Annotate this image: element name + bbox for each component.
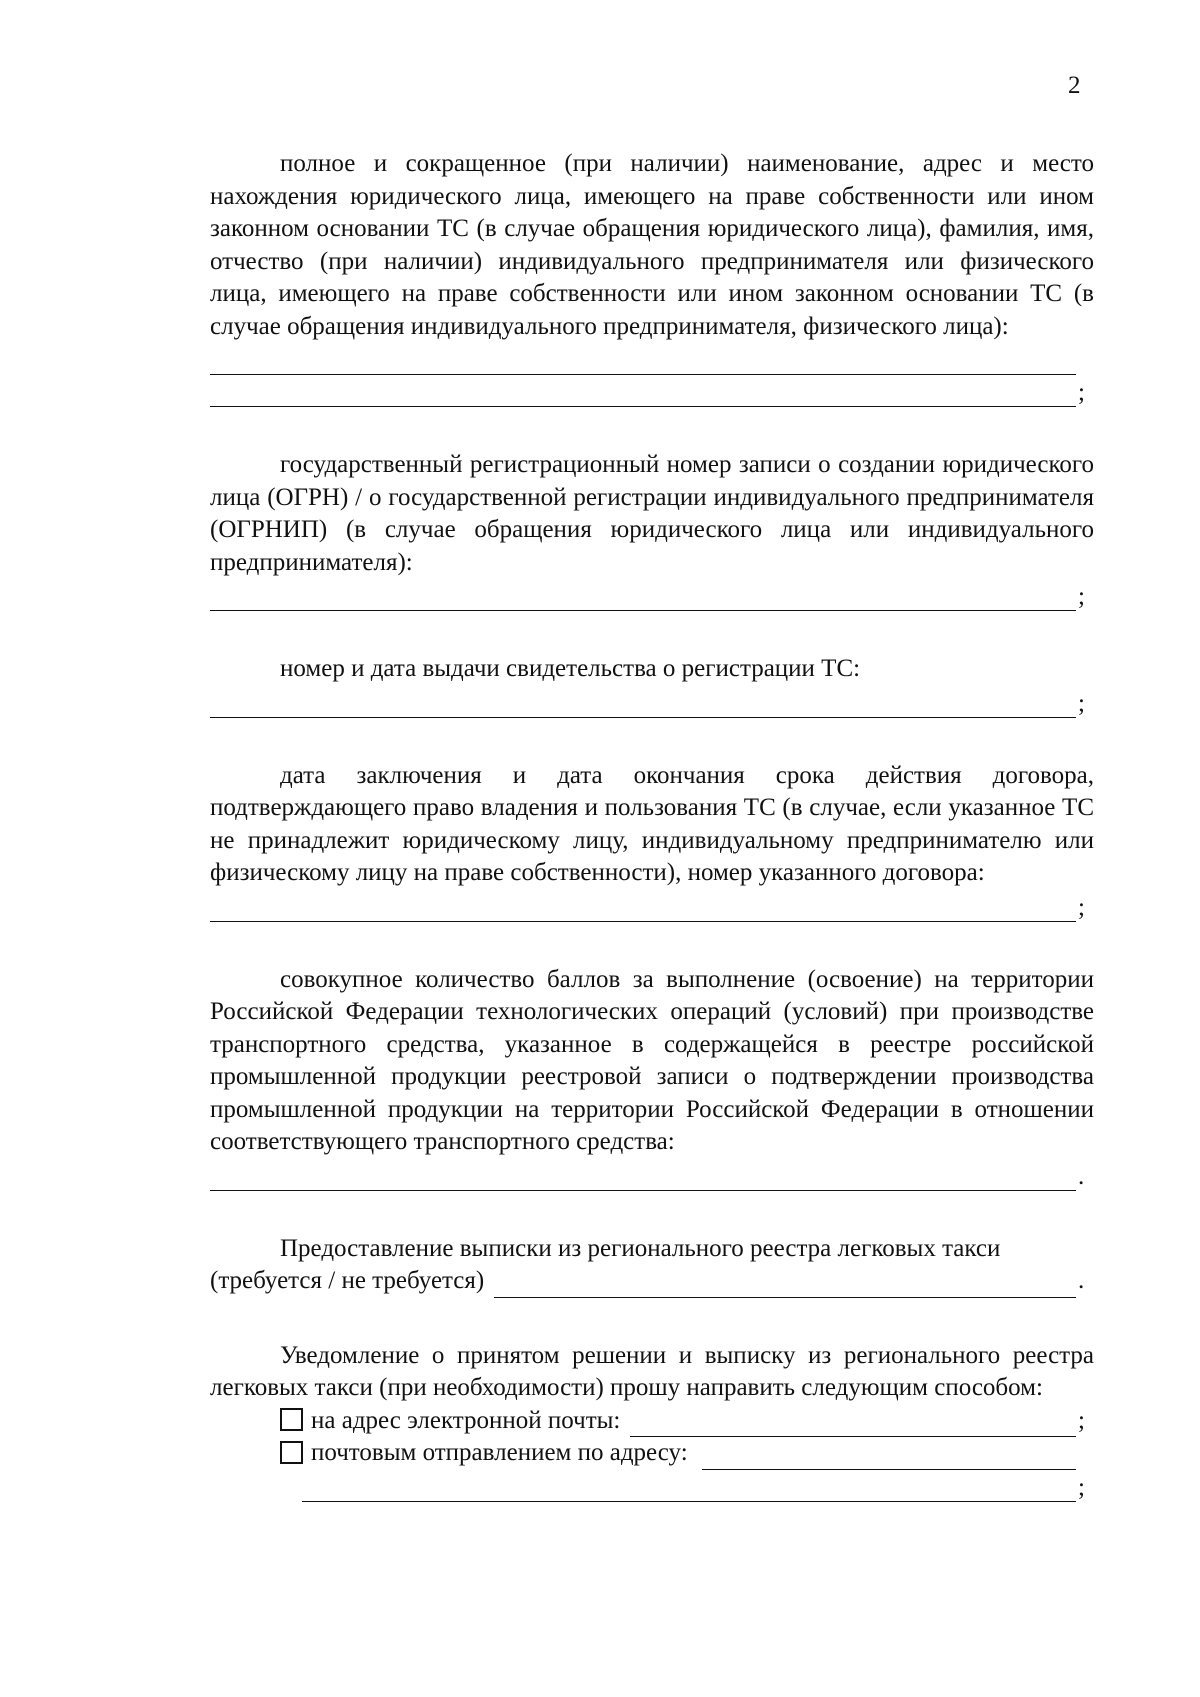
points-field[interactable]: . [210,1159,1094,1191]
form-content [210,148,1094,1502]
option-email-row [210,1405,1094,1438]
extract-period: . [1078,1267,1085,1294]
post-checkbox[interactable] [280,1441,303,1464]
option-email-label: на адрес электронной почты: [311,1406,621,1434]
certificate-field[interactable]: ; [210,686,1094,718]
extract-paragraph [210,1233,1094,1266]
certificate-paragraph: номер и дата выдачи свидетельства о регистрации ТС: [280,655,861,682]
contract-field[interactable]: ; [210,890,1094,922]
extract-text: Предоставление выписки из регионального реестра легковых такси [280,1234,1001,1262]
extract-options-label: (требуется / не требуется) [210,1267,485,1294]
ogrn-paragraph: государственный регистрационный номер записи о создании юридического лица (ОГРН) / о государственной регистрации индивидуального предпринимателя (ОГРНИП) (в случае обращения юридического лица или индивидуального предпринимателя): [210,451,1094,576]
option-post-row [210,1437,1094,1470]
post-address-field-line-1[interactable] [702,1447,1076,1470]
notification-paragraph: Уведомление о принятом решении и выписку из регионального реестра легковых такси (при необходимости) прошу направить следующим способом: [210,1341,1094,1401]
email-checkbox[interactable] [280,1408,303,1431]
post-address-field-line-2[interactable]: ; [210,1470,1094,1502]
owner-field-line-2[interactable]: ; [210,375,1094,407]
email-semicolon: ; [1078,1406,1085,1434]
extract-row [210,1265,1094,1298]
ogrn-field[interactable]: ; [210,579,1094,611]
owner-paragraph: полное и сокращенное (при наличии) наименование, адрес и место нахождения юридического лица, имеющего на праве собственности или ином законном основании ТС (в случае обращения юридического лица), фамилия, имя, отчество (при наличии) индивидуального предпринимателя или физического лица, имеющего на праве собственности или ином законном основании ТС (в случае обращения индивидуального предпринимателя, физического лица): [210,150,1094,340]
page-number: 2 [1068,72,1081,99]
option-post-label: почтовым отправлением по адресу: [311,1439,688,1466]
email-field[interactable] [630,1414,1076,1437]
contract-paragraph: дата заключения и дата окончания срока действия договора, подтверждающего право владения и пользования ТС (в случае, если указанное ТС не принадлежит юридическому лицу, индивидуальному предпринимателю или физическому лицу на праве собственности), номер указанного договора: [210,761,1094,886]
extract-field[interactable] [494,1275,1076,1298]
owner-field-line-1[interactable] [210,343,1094,375]
points-paragraph: совокупное количество баллов за выполнение (освоение) на территории Российской Федерации технологических операций (условий) при производстве транспортного средства, указанное в содержащейся в реестре российской промышленной продукции реестровой записи о подтверждении производства промышленной продукции на территории Российской Федерации в отношении соответствующего транспортного средства: [210,965,1094,1155]
